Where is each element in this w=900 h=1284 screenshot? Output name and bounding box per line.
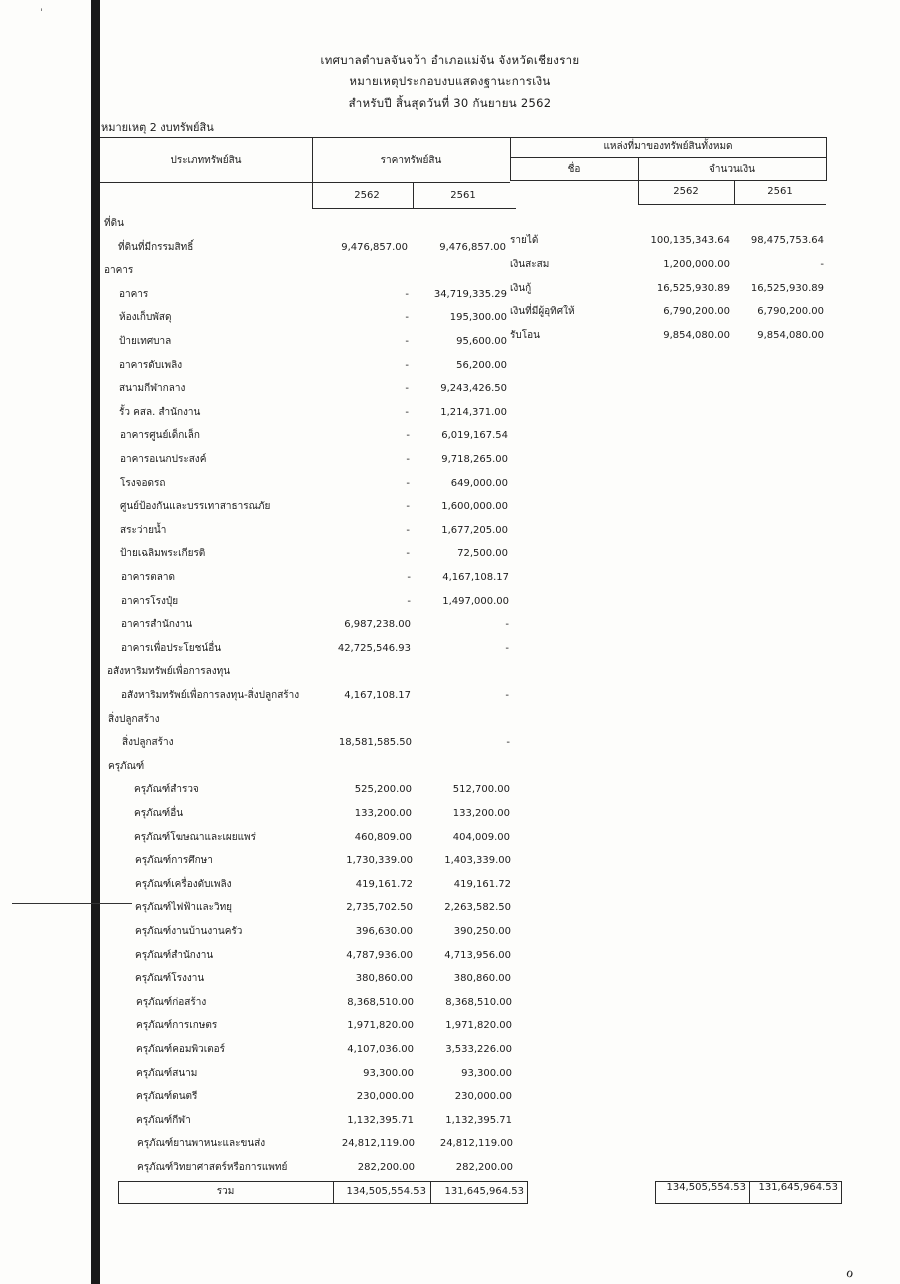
col-source: แหล่งที่มาของทรัพย์สินทั้งหมด: [603, 141, 733, 152]
total-label: รวม: [216, 1186, 235, 1197]
asset-item-label: อาคารสำนักงาน: [121, 619, 193, 630]
asset-value-2561: 9,718,265.00: [441, 454, 508, 465]
asset-value-2561: 1,677,205.00: [441, 525, 508, 536]
source-value-2562: 1,200,000.00: [663, 259, 730, 270]
asset-value-2562: -: [406, 454, 410, 465]
asset-category-label: อาคาร: [104, 265, 134, 276]
col-name: ชื่อ: [567, 164, 581, 175]
col-asset-value: ราคาทรัพย์สิน: [380, 155, 442, 166]
asset-category-label: ครุภัณฑ์: [108, 761, 145, 772]
asset-item-label: ครุภัณฑ์โฆษณาและเผยแพร่: [134, 832, 256, 843]
v-line: [734, 180, 735, 205]
table-top-line: [100, 137, 826, 138]
year-2562-assets: 2562: [354, 190, 380, 201]
source-value-2562: 16,525,930.89: [656, 283, 730, 294]
period-title: สำหรับปี สิ้นสุดวันที่ 30 กันยายน 2562: [348, 96, 552, 110]
total-assets-2561: 131,645,964.53: [444, 1186, 524, 1197]
asset-value-2561: 404,009.00: [452, 832, 510, 843]
source-header-bottom: [510, 180, 826, 181]
asset-value-2561: 6,019,167.54: [441, 430, 508, 441]
source-years-line: [638, 204, 826, 205]
asset-item-label: ป้ายเฉลิมพระเกียรติ: [120, 548, 206, 559]
total-sources-2562: 134,505,554.53: [666, 1182, 746, 1193]
asset-item-label: อาคารอเนกประสงค์: [120, 454, 207, 465]
asset-item-label: อาคารเพื่อประโยชน์อื่น: [121, 643, 222, 654]
asset-value-2562: 93,300.00: [363, 1068, 414, 1079]
signature-mark: ℴ: [846, 1262, 854, 1281]
asset-value-2561: 1,497,000.00: [442, 596, 509, 607]
asset-item-label: สิ่งปลูกสร้าง: [122, 737, 174, 748]
source-name: เงินที่มีผู้อุทิศให้: [510, 306, 575, 317]
asset-header-bottom: [100, 182, 510, 183]
asset-item-label: ครุภัณฑ์สนาม: [136, 1068, 198, 1079]
asset-value-2562: 6,987,238.00: [344, 619, 411, 630]
source-name: รับโอน: [510, 330, 540, 341]
asset-value-2561: 34,719,335.29: [433, 289, 507, 300]
asset-value-2561: 24,812,119.00: [439, 1138, 513, 1149]
asset-item-label: ครุภัณฑ์สำรวจ: [134, 784, 199, 795]
asset-value-2562: 282,200.00: [357, 1162, 415, 1173]
asset-item-label: ห้องเก็บพัสดุ: [119, 312, 172, 323]
asset-value-2561: 649,000.00: [450, 478, 508, 489]
asset-item-label: ที่ดินที่มีกรรมสิทธิ์: [118, 242, 194, 253]
asset-value-2561: 380,860.00: [453, 973, 511, 984]
asset-item-label: ศูนย์ป้องกันและบรรเทาสาธารณภัย: [120, 501, 271, 512]
asset-item-label: อาคารโรงปุ๋ย: [121, 596, 179, 607]
asset-value-2561: 419,161.72: [453, 879, 511, 890]
asset-category-label: สิ่งปลูกสร้าง: [108, 714, 160, 725]
asset-item-label: ครุภัณฑ์สำนักงาน: [135, 950, 214, 961]
asset-value-2562: 24,812,119.00: [341, 1138, 415, 1149]
year-2562-sources: 2562: [673, 186, 699, 197]
v-line: [841, 1181, 842, 1204]
source-value-2561: 16,525,930.89: [750, 283, 824, 294]
asset-item-label: โรงจอดรถ: [120, 478, 166, 489]
asset-value-2561: -: [506, 737, 510, 748]
source-value-2561: 6,790,200.00: [757, 306, 824, 317]
total-top-line: [118, 1181, 528, 1182]
asset-item-label: อาคารดับเพลิง: [119, 360, 183, 371]
asset-value-2561: 390,250.00: [453, 926, 511, 937]
asset-item-label: สระว่ายน้ำ: [120, 525, 167, 536]
asset-item-label: ครุภัณฑ์อื่น: [134, 808, 184, 819]
asset-value-2561: 4,167,108.17: [442, 572, 509, 583]
asset-item-label: ครุภัณฑ์งานบ้านงานครัว: [135, 926, 243, 937]
asset-value-2562: -: [407, 596, 411, 607]
v-line: [510, 137, 511, 181]
asset-value-2562: 396,630.00: [355, 926, 413, 937]
asset-value-2562: 419,161.72: [355, 879, 413, 890]
scan-speck: ˈ: [40, 8, 43, 19]
asset-value-2562: -: [406, 525, 410, 536]
statement-title: หมายเหตุประกอบงบแสดงฐานะการเงิน: [349, 74, 551, 88]
asset-value-2561: 93,300.00: [461, 1068, 512, 1079]
asset-value-2561: 2,263,582.50: [444, 902, 511, 913]
v-line: [413, 183, 414, 209]
asset-item-label: สนามกีฬากลาง: [119, 383, 186, 394]
asset-item-label: รั้ว คสล. สำนักงาน: [119, 407, 201, 418]
asset-value-2561: 1,600,000.00: [441, 501, 508, 512]
asset-value-2562: -: [405, 336, 409, 347]
asset-value-2561: 95,600.00: [456, 336, 507, 347]
asset-item-label: อาคาร: [119, 289, 149, 300]
asset-value-2561: 3,533,226.00: [445, 1044, 512, 1055]
source-value-2562: 9,854,080.00: [663, 330, 730, 341]
asset-item-label: อาคารศูนย์เด็กเล็ก: [120, 430, 200, 441]
v-line: [638, 157, 639, 205]
total-assets-2562: 134,505,554.53: [346, 1186, 426, 1197]
asset-value-2561: 56,200.00: [456, 360, 507, 371]
asset-value-2562: 1,132,395.71: [347, 1115, 414, 1126]
asset-value-2561: 72,500.00: [457, 548, 508, 559]
binding-edge: [91, 0, 100, 1284]
source-name: รายได้: [510, 235, 539, 246]
asset-value-2562: -: [406, 548, 410, 559]
asset-value-2562: 133,200.00: [354, 808, 412, 819]
asset-value-2562: 525,200.00: [354, 784, 412, 795]
asset-value-2562: -: [405, 312, 409, 323]
asset-value-2562: 4,167,108.17: [344, 690, 411, 701]
asset-item-label: ครุภัณฑ์การเกษตร: [136, 1020, 218, 1031]
v-line: [312, 137, 313, 209]
asset-value-2562: -: [405, 383, 409, 394]
asset-value-2561: -: [505, 619, 509, 630]
asset-item-label: ป้ายเทศบาล: [119, 336, 172, 347]
asset-value-2562: 4,787,936.00: [346, 950, 413, 961]
asset-value-2562: -: [405, 289, 409, 300]
asset-item-label: ครุภัณฑ์ดนตรี: [136, 1091, 198, 1102]
asset-category-label: อสังหาริมทรัพย์เพื่อการลงทุน: [107, 666, 231, 677]
asset-value-2562: 18,581,585.50: [338, 737, 412, 748]
asset-item-label: อาคารตลาด: [121, 572, 176, 583]
asset-value-2561: 8,368,510.00: [445, 997, 512, 1008]
asset-value-2561: 9,243,426.50: [440, 383, 507, 394]
org-title: เทศบาลตำบลจันจว้า อำเภอแม่จัน จังหวัดเชียงราย: [320, 53, 580, 67]
asset-value-2561: 230,000.00: [454, 1091, 512, 1102]
scan-stray-line: [12, 903, 132, 904]
asset-item-label: ครุภัณฑ์เครื่องดับเพลิง: [135, 879, 232, 890]
asset-value-2561: 1,132,395.71: [445, 1115, 512, 1126]
total-bottom-line: [118, 1203, 528, 1204]
asset-value-2561: 1,214,371.00: [440, 407, 507, 418]
asset-value-2561: -: [505, 643, 509, 654]
asset-value-2562: -: [405, 407, 409, 418]
asset-item-label: ครุภัณฑ์ยานพาหนะและขนส่ง: [137, 1138, 266, 1149]
asset-value-2562: -: [406, 430, 410, 441]
asset-value-2562: -: [405, 360, 409, 371]
asset-value-2562: 9,476,857.00: [341, 242, 408, 253]
year-2561-sources: 2561: [767, 186, 793, 197]
asset-item-label: ครุภัณฑ์การศึกษา: [135, 855, 213, 866]
asset-item-label: อสังหาริมทรัพย์เพื่อการลงทุน-สิ่งปลูกสร้าง: [121, 690, 300, 701]
year-2561-assets: 2561: [450, 190, 476, 201]
asset-value-2561: 512,700.00: [452, 784, 510, 795]
source-value-2561: -: [820, 259, 824, 270]
asset-value-2561: 133,200.00: [452, 808, 510, 819]
asset-value-2561: -: [505, 690, 509, 701]
asset-item-label: ครุภัณฑ์วิทยาศาสตร์หรือการแพทย์: [137, 1162, 288, 1173]
asset-item-label: ครุภัณฑ์กีฬา: [136, 1115, 191, 1126]
source-name: เงินสะสม: [510, 259, 550, 270]
asset-value-2561: 195,300.00: [449, 312, 507, 323]
asset-item-label: ครุภัณฑ์ก่อสร้าง: [136, 997, 207, 1008]
asset-item-label: ครุภัณฑ์โรงงาน: [135, 973, 205, 984]
asset-value-2561: 4,713,956.00: [444, 950, 511, 961]
v-line: [527, 1181, 528, 1204]
asset-item-label: ครุภัณฑ์คอมพิวเตอร์: [136, 1044, 226, 1055]
asset-value-2562: 1,971,820.00: [347, 1020, 414, 1031]
col-amount: จำนวนเงิน: [709, 164, 755, 175]
asset-item-label: ครุภัณฑ์ไฟฟ้าและวิทยุ: [135, 902, 233, 913]
asset-value-2561: 1,403,339.00: [444, 855, 511, 866]
asset-value-2562: 8,368,510.00: [347, 997, 414, 1008]
source-value-2561: 98,475,753.64: [750, 235, 824, 246]
col-asset-type: ประเภททรัพย์สิน: [170, 155, 242, 166]
asset-value-2562: 1,730,339.00: [346, 855, 413, 866]
asset-value-2562: 42,725,546.93: [337, 643, 411, 654]
total-sources-2561: 131,645,964.53: [758, 1182, 838, 1193]
note-title: หมายเหตุ 2 งบทรัพย์สิน: [101, 121, 214, 134]
total-bottom-line-sources: [655, 1203, 842, 1204]
asset-value-2562: -: [406, 478, 410, 489]
asset-value-2562: 4,107,036.00: [347, 1044, 414, 1055]
asset-value-2562: 2,735,702.50: [346, 902, 413, 913]
asset-years-line: [312, 208, 516, 209]
asset-value-2562: -: [406, 501, 410, 512]
asset-value-2561: 282,200.00: [455, 1162, 513, 1173]
asset-category-label: ที่ดิน: [104, 218, 124, 229]
source-name: เงินกู้: [510, 283, 532, 294]
source-sub-line: [510, 157, 826, 158]
asset-value-2562: -: [407, 572, 411, 583]
asset-value-2561: 9,476,857.00: [439, 242, 506, 253]
source-value-2562: 100,135,343.64: [650, 235, 730, 246]
asset-value-2562: 460,809.00: [354, 832, 412, 843]
source-value-2562: 6,790,200.00: [663, 306, 730, 317]
asset-value-2561: 1,971,820.00: [445, 1020, 512, 1031]
asset-value-2562: 230,000.00: [356, 1091, 414, 1102]
source-value-2561: 9,854,080.00: [757, 330, 824, 341]
asset-value-2562: 380,860.00: [355, 973, 413, 984]
v-line: [826, 137, 827, 181]
